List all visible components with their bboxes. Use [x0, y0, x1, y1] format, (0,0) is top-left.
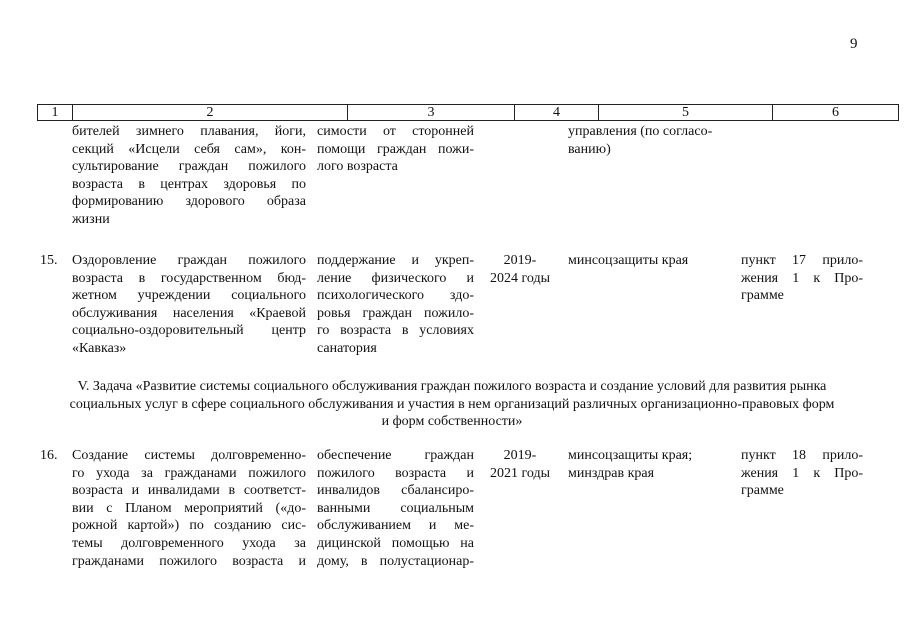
- section-title: [37, 378, 867, 431]
- column-number-3: 3: [348, 105, 515, 121]
- row-16-activity: [72, 447, 306, 570]
- row-16-result: [317, 447, 474, 570]
- section-title-line: социальных услуг в сфере социального обслуживания и участия в нем организаций различных организационно-правовых форм: [69, 396, 835, 412]
- row-15-result: [317, 252, 474, 358]
- text-line: жетном учреждении социального: [72, 288, 306, 304]
- text-line: 2019-: [503, 253, 537, 268]
- row-15-reference: [741, 252, 863, 305]
- text-line: дому, в полустационар-: [317, 553, 474, 569]
- row-16-period: [485, 447, 555, 482]
- text-line: вии с Планом мероприятий («до-: [72, 500, 306, 516]
- text-line: «Кавказ»: [72, 340, 127, 356]
- text-line: симости от сторонней: [317, 124, 474, 139]
- column-numbers-header: [37, 104, 899, 121]
- column-number-5: 5: [599, 105, 773, 121]
- text-line: ление физического и: [317, 270, 474, 286]
- page-number: 9: [850, 36, 858, 52]
- row-16-number: 16.: [40, 448, 58, 463]
- text-line: санатория: [317, 340, 377, 356]
- text-line: секций «Исцели себя сам», кон-: [72, 141, 306, 157]
- text-line: Создание системы долговременно-: [72, 448, 306, 463]
- text-line: пункт 17 прило-: [741, 253, 863, 268]
- text-line: пункт 18 прило-: [741, 448, 863, 463]
- text-line: управления (по согласо-: [568, 124, 713, 139]
- text-line: го ухода за гражданами пожилого: [72, 465, 306, 481]
- text-line: сультирование граждан пожилого: [72, 159, 306, 175]
- text-line: грамме: [741, 483, 784, 499]
- text-line: гражданами пожилого возраста и: [72, 553, 306, 569]
- text-line: жизни: [72, 211, 110, 227]
- text-line: ванию): [568, 141, 611, 157]
- text-line: бителей зимнего плавания, йоги,: [72, 124, 306, 139]
- column-number-2: 2: [73, 105, 348, 121]
- column-number-4: 4: [515, 105, 599, 121]
- text-line: возраста в государственном бюд-: [72, 270, 306, 286]
- text-line: ванными социальным: [317, 500, 474, 516]
- text-line: социально-оздоровительный центр: [72, 323, 306, 339]
- text-line: обеспечение граждан: [317, 448, 474, 463]
- text-line: жения 1 к Про-: [741, 270, 863, 286]
- row-15-responsible: [568, 252, 733, 270]
- column-number-6: 6: [773, 105, 899, 121]
- text-line: ровья граждан пожило-: [317, 305, 474, 321]
- text-line: рожной картой») по созданию сис-: [72, 518, 306, 534]
- text-line: минсоцзащиты края;: [568, 448, 693, 463]
- column-number-1: 1: [38, 105, 73, 121]
- section-title-line: и форм собственности»: [381, 414, 523, 430]
- row-15-period: [485, 252, 555, 287]
- continuation-result: [317, 123, 474, 176]
- text-line: темы долговременного ухода за: [72, 535, 306, 551]
- text-line: пожилого возраста и: [317, 465, 474, 481]
- text-line: жения 1 к Про-: [741, 465, 863, 481]
- text-line: 2019-: [503, 448, 537, 463]
- text-line: минсоцзащиты края: [568, 253, 689, 268]
- row-16-reference: [741, 447, 863, 500]
- text-line: дицинской помощью на: [317, 535, 474, 551]
- text-line: инвалидов сбалансиро-: [317, 483, 474, 499]
- text-line: обслуживания населения «Краевой: [72, 305, 306, 321]
- row-15-activity: [72, 252, 306, 358]
- text-line: поддержание и укреп-: [317, 253, 474, 268]
- text-line: лого возраста: [317, 159, 398, 175]
- text-line: грамме: [741, 288, 784, 304]
- text-line: го возраста в условиях: [317, 323, 474, 339]
- continuation-activity: [72, 123, 306, 229]
- text-line: 2024 годы: [489, 270, 551, 286]
- text-line: психологического здо-: [317, 288, 474, 304]
- row-16-responsible: [568, 447, 733, 482]
- text-line: минздрав края: [568, 465, 655, 481]
- row-15-number: 15.: [40, 253, 58, 268]
- section-title-line: V. Задача «Развитие системы социального обслуживания граждан пожилого возраста и создание условий для развития рынка: [77, 379, 827, 394]
- text-line: возраста в центрах здоровья по: [72, 176, 306, 192]
- text-line: Оздоровление граждан пожилого: [72, 253, 306, 268]
- text-line: формированию здорового образа: [72, 194, 306, 210]
- text-line: возраста и инвалидами в соответст-: [72, 483, 306, 499]
- text-line: обслуживанием и ме-: [317, 518, 474, 534]
- text-line: 2021 годы: [489, 465, 551, 481]
- continuation-responsible: [568, 123, 733, 158]
- text-line: помощи граждан пожи-: [317, 141, 474, 157]
